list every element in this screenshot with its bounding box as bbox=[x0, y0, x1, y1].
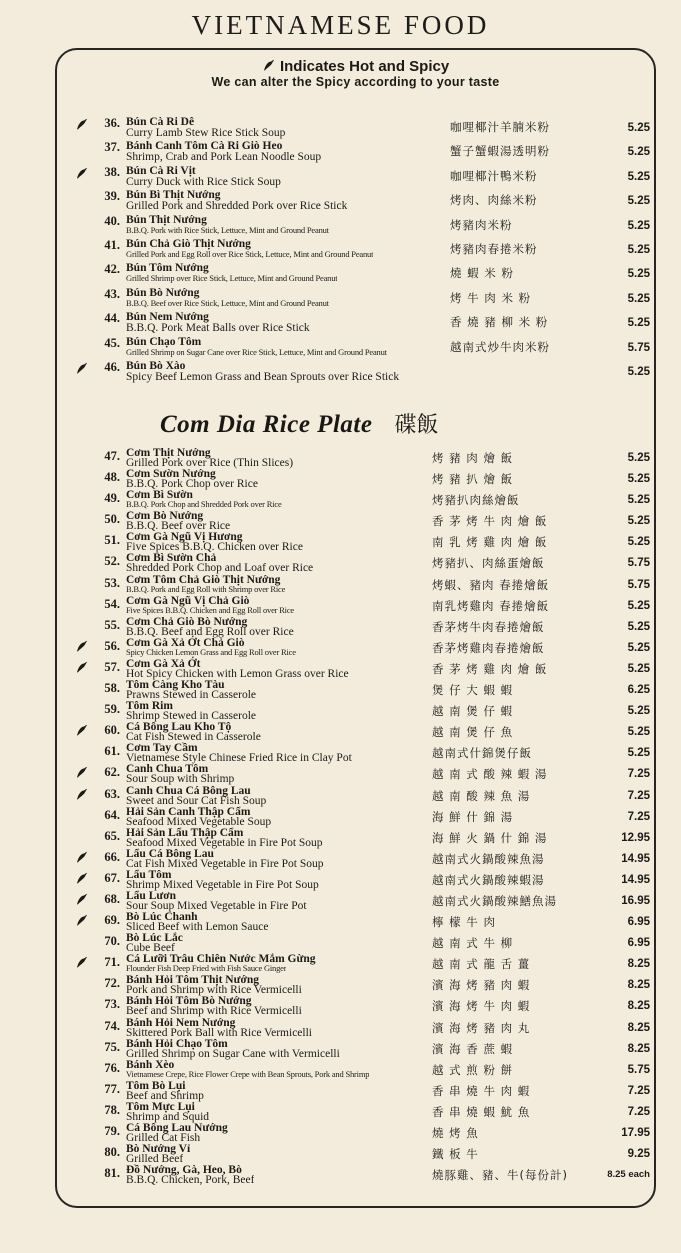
menu-item bbox=[70, 1123, 650, 1144]
item-name: Cơm Thịt Nướng bbox=[126, 447, 211, 459]
item-chinese-name: 香茅烤雞肉春捲燴飯 bbox=[432, 640, 545, 655]
item-price: 5.25 bbox=[627, 122, 650, 134]
menu-item bbox=[70, 189, 650, 213]
menu-item bbox=[70, 596, 650, 617]
item-price: 6.95 bbox=[627, 916, 650, 929]
item-name: Bò Lúc Lắc bbox=[126, 932, 183, 945]
item-description: Five Spices B.B.Q. Chicken and Egg Roll over Rice bbox=[126, 604, 294, 615]
menu-item bbox=[70, 1102, 650, 1123]
item-name: Bánh Hỏi Chạo Tôm bbox=[126, 1037, 228, 1050]
menu-item bbox=[70, 786, 650, 807]
item-price: 8.25 bbox=[627, 1021, 650, 1034]
item-price: 7.25 bbox=[627, 810, 650, 823]
item-chinese-name: 烤 豬 肉 燴 飯 bbox=[432, 451, 514, 465]
item-description: Grilled Pork and Egg Roll over Rice Stick, Lettuce, Mint and Ground Peanut bbox=[126, 248, 374, 259]
item-description: Cat Fish Stewed in Casserole bbox=[126, 731, 261, 744]
item-number: 50. bbox=[104, 512, 120, 527]
item-name: Lẩu Lươn bbox=[126, 889, 177, 902]
item-description: Grilled Cat Fish bbox=[126, 1132, 201, 1144]
item-number: 53. bbox=[104, 575, 120, 590]
item-price: 5.25 bbox=[627, 170, 650, 183]
item-name: Bún Chạo Tôm bbox=[126, 335, 202, 348]
item-name: Bún Nem Nướng bbox=[126, 311, 209, 324]
item-description: Spicy Chicken Lemon Grass and Egg Roll over Rice bbox=[126, 646, 296, 657]
item-number: 61. bbox=[104, 744, 120, 759]
item-description: B.B.Q. Beef over Rice Stick, Lettuce, Mint and Ground Peanut bbox=[126, 297, 329, 308]
item-number: 39. bbox=[104, 189, 120, 204]
menu-item bbox=[70, 1018, 650, 1039]
item-name: Hải Sản Lẩu Thập Cẩm bbox=[126, 826, 244, 839]
item-name: Cơm Gà Xả Ớt bbox=[126, 657, 201, 670]
menu-item bbox=[70, 870, 650, 891]
item-chinese-name: 越南式火鍋酸辣魚湯 bbox=[432, 851, 545, 866]
item-price: 5.25 bbox=[627, 146, 650, 159]
item-description: Cat Fish Mixed Vegetable in Fire Pot Soup bbox=[126, 857, 324, 870]
menu-item bbox=[70, 1039, 650, 1060]
item-chinese-name: 越南式火鍋酸辣蝦湯 bbox=[432, 872, 545, 887]
item-number: 77. bbox=[104, 1081, 120, 1096]
item-number: 78. bbox=[104, 1102, 120, 1117]
item-chinese-name: 海 鮮 什 錦 湯 bbox=[432, 809, 514, 824]
item-chinese-name: 越 南 酸 辣 魚 湯 bbox=[432, 788, 531, 803]
item-price: 8.25 bbox=[627, 1000, 650, 1013]
menu-item bbox=[70, 360, 650, 384]
item-chinese-name: 香 串 燒 蝦 魷 魚 bbox=[432, 1104, 531, 1119]
item-description: Grilled Shrimp over Rice Stick, Lettuce, Mint and Ground Peanut bbox=[126, 273, 338, 284]
item-name: Bún Thịt Nướng bbox=[126, 213, 207, 226]
item-description: B.B.Q. Pork Chop and Shredded Pork over Rice bbox=[126, 499, 282, 510]
rice-plate-heading bbox=[160, 408, 438, 439]
item-price: 5.25 bbox=[627, 268, 650, 281]
menu-item bbox=[70, 532, 650, 553]
item-description: Shrimp Stewed in Casserole bbox=[126, 710, 256, 723]
item-price: 7.25 bbox=[627, 1084, 650, 1097]
item-number: 46. bbox=[104, 359, 120, 374]
item-chinese-name: 越 南 式 龍 舌 薑 bbox=[432, 957, 531, 972]
item-price: 5.25 bbox=[627, 705, 650, 718]
item-chinese-name: 檸 檬 牛 肉 bbox=[432, 915, 496, 930]
noodle-section bbox=[70, 116, 650, 384]
item-name: Tôm Càng Kho Tàu bbox=[126, 679, 225, 692]
item-description: Shrimp Mixed Vegetable in Fire Pot Soup bbox=[126, 878, 319, 891]
item-chinese-name: 南乳烤雞肉 春捲燴飯 bbox=[432, 598, 550, 613]
item-description: Beef and Shrimp bbox=[126, 1089, 204, 1102]
item-price: 5.25 bbox=[627, 662, 650, 675]
item-chinese-name: 越 南 式 酸 辣 蝦 湯 bbox=[432, 767, 548, 782]
item-price: 7.25 bbox=[627, 1105, 650, 1118]
item-description: Seafood Mixed Vegetable in Fire Pot Soup bbox=[126, 836, 323, 849]
item-chinese-name: 南 乳 烤 雞 肉 燴 飯 bbox=[432, 535, 548, 550]
item-price: 5.25 bbox=[627, 536, 650, 549]
item-number: 72. bbox=[104, 976, 120, 991]
menu-item bbox=[70, 140, 650, 164]
legend-alter-note: We can alter the Spicy according to your taste bbox=[211, 75, 500, 89]
menu-item bbox=[70, 975, 650, 996]
item-price: 5.25 bbox=[627, 292, 650, 305]
item-number: 71. bbox=[104, 955, 120, 970]
item-chinese-name: 蟹子蟹蝦湯透明粉 bbox=[450, 144, 550, 159]
item-name: Tôm Mực Lụi bbox=[126, 1100, 195, 1113]
item-chinese-name: 越 南 式 牛 柳 bbox=[432, 936, 514, 951]
item-price: 8.25 bbox=[627, 958, 650, 971]
item-name: Bún Bò Nướng bbox=[126, 286, 200, 299]
item-name: Bún Chả Giò Thịt Nướng bbox=[126, 237, 251, 250]
item-description: Vietnamese Crepe, Rice Flower Crepe with Bean Sprouts, Pork and Shrimp bbox=[126, 1068, 370, 1079]
item-price: 5.75 bbox=[627, 1063, 650, 1076]
item-name: Bún Cà Ri Dê bbox=[126, 116, 195, 128]
menu-item bbox=[70, 638, 650, 659]
item-chinese-name: 燒 烤 魚 bbox=[432, 1126, 479, 1140]
menu-item bbox=[70, 165, 650, 189]
item-number: 70. bbox=[104, 934, 120, 949]
item-price: 12.95 bbox=[621, 831, 650, 844]
item-price: 5.25 bbox=[627, 726, 650, 739]
menu-item bbox=[70, 849, 650, 870]
item-chinese-name: 烤豬扒肉絲燴飯 bbox=[432, 493, 520, 508]
item-price: 16.95 bbox=[621, 894, 650, 907]
item-number: 63. bbox=[104, 786, 120, 801]
menu-item bbox=[70, 954, 650, 975]
item-name: Cơm Gà Ngũ Vị Chả Giò bbox=[126, 594, 250, 607]
item-name: Cá Bông Lau Kho Tộ bbox=[126, 721, 232, 734]
item-price: 9.25 bbox=[627, 1148, 650, 1161]
menu-item bbox=[70, 701, 650, 722]
item-name: Lẩu Cá Bông Lau bbox=[126, 847, 214, 860]
item-name: Bánh Hỏi Tôm Thịt Nướng bbox=[126, 974, 259, 987]
item-number: 58. bbox=[104, 681, 120, 696]
item-price: 5.25 bbox=[627, 452, 650, 464]
item-number: 76. bbox=[104, 1060, 120, 1075]
item-price: 8.25 bbox=[627, 979, 650, 992]
item-number: 43. bbox=[104, 286, 120, 301]
item-number: 59. bbox=[104, 702, 120, 717]
item-price: 6.95 bbox=[627, 937, 650, 950]
item-name: Cơm Tôm Chả Giò Thịt Nướng bbox=[126, 573, 281, 586]
item-chinese-name: 烤 豬 扒 燴 飯 bbox=[432, 472, 514, 487]
item-chinese-name: 鐵 板 牛 bbox=[432, 1147, 479, 1162]
item-name: Cá Lưỡi Trâu Chiên Nước Mắm Gừng bbox=[126, 953, 316, 966]
menu-item bbox=[70, 933, 650, 954]
item-number: 40. bbox=[104, 213, 120, 228]
item-number: 57. bbox=[104, 659, 120, 674]
menu-item bbox=[70, 553, 650, 574]
item-name: Bánh Hỏi Nem Nướng bbox=[126, 1016, 236, 1029]
item-description: Curry Duck with Rice Stick Soup bbox=[126, 175, 281, 188]
item-chinese-name: 煲 仔 大 蝦 蝦 bbox=[432, 683, 514, 698]
menu-item bbox=[70, 1081, 650, 1102]
item-number: 41. bbox=[104, 237, 120, 252]
item-number: 47. bbox=[104, 449, 120, 463]
item-number: 60. bbox=[104, 723, 120, 738]
item-name: Bún Bì Thịt Nướng bbox=[126, 189, 221, 202]
menu-item bbox=[70, 659, 650, 680]
item-number: 75. bbox=[104, 1039, 120, 1054]
menu-item bbox=[70, 891, 650, 912]
menu-item bbox=[70, 214, 650, 238]
item-name: Cơm Bì Sườn Chả bbox=[126, 552, 217, 565]
item-description: Hot Spicy Chicken with Lemon Grass over Rice bbox=[126, 667, 349, 680]
item-description: Sour Soup Mixed Vegetable in Fire Pot bbox=[126, 899, 307, 912]
item-price: 5.75 bbox=[627, 341, 650, 354]
item-description: B.B.Q. Chicken, Pork, Beef bbox=[126, 1174, 255, 1187]
item-name: Bò Nướng Vỉ bbox=[126, 1143, 191, 1156]
item-name: Cơm Bò Nướng bbox=[126, 510, 204, 523]
item-description: B.B.Q. Beef and Egg Roll over Rice bbox=[126, 625, 294, 638]
menu-item bbox=[70, 448, 650, 469]
item-number: 64. bbox=[104, 807, 120, 822]
item-number: 67. bbox=[104, 870, 120, 885]
item-chinese-name: 越 南 煲 仔 蝦 bbox=[432, 704, 514, 719]
item-number: 44. bbox=[104, 311, 120, 326]
item-price: 5.25 bbox=[627, 243, 650, 256]
item-chinese-name: 香 茅 烤 雞 肉 燴 飯 bbox=[432, 661, 548, 676]
item-name: Tôm Bò Lụi bbox=[126, 1079, 186, 1092]
item-price: 7.25 bbox=[627, 768, 650, 781]
menu-item bbox=[70, 1144, 650, 1165]
menu-item bbox=[70, 469, 650, 490]
item-chinese-name: 濱 海 烤 豬 肉 蝦 bbox=[432, 978, 531, 993]
item-name: Bánh Xèo bbox=[126, 1058, 175, 1071]
item-description: Grilled Pork and Shredded Pork over Rice Stick bbox=[126, 200, 348, 213]
item-price: 8.25 each bbox=[607, 1169, 650, 1181]
item-description: Five Spices B.B.Q. Chicken over Rice bbox=[126, 541, 303, 554]
item-name: Cơm Gà Ngũ Vị Hương bbox=[126, 531, 243, 544]
menu-item bbox=[70, 807, 650, 828]
item-chinese-name: 濱 海 烤 豬 肉 丸 bbox=[432, 1020, 531, 1035]
menu-item bbox=[70, 116, 650, 140]
item-name: Bún Bò Xào bbox=[126, 359, 186, 372]
item-name: Canh Chua Cá Bông Lau bbox=[126, 784, 251, 797]
item-description: B.B.Q. Pork with Rice Stick, Lettuce, Mint and Ground Peanut bbox=[126, 224, 329, 235]
item-price: 6.25 bbox=[627, 684, 650, 697]
item-description: Shrimp and Squid bbox=[126, 1110, 210, 1123]
item-chinese-name: 越南式火鍋酸辣鱔魚湯 bbox=[432, 893, 557, 908]
item-name: Đồ Nướng, Gà, Heo, Bò bbox=[126, 1164, 242, 1177]
item-price: 14.95 bbox=[621, 852, 650, 865]
item-number: 48. bbox=[104, 470, 120, 485]
item-chinese-name: 香茅烤牛肉春捲燴飯 bbox=[432, 619, 545, 634]
item-name: Canh Chua Tôm bbox=[126, 763, 209, 776]
item-name: Hải Sản Canh Thập Cẩm bbox=[126, 805, 251, 818]
item-name: Bò Lúc Chanh bbox=[126, 911, 198, 924]
item-number: 37. bbox=[104, 140, 120, 155]
item-number: 38. bbox=[104, 164, 120, 179]
menu-item bbox=[70, 287, 650, 311]
menu-item bbox=[70, 262, 650, 286]
item-name: Bánh Hỏi Tôm Bò Nướng bbox=[126, 995, 252, 1008]
item-price: 5.25 bbox=[627, 641, 650, 654]
item-number: 73. bbox=[104, 997, 120, 1012]
chili-pepper-icon bbox=[262, 58, 276, 72]
item-price: 7.25 bbox=[627, 789, 650, 802]
item-description: Shredded Pork Chop and Loaf over Rice bbox=[126, 562, 314, 575]
item-chinese-name: 越南式什錦煲仔飯 bbox=[432, 746, 532, 761]
item-price: 5.25 bbox=[627, 473, 650, 486]
item-price: 14.95 bbox=[621, 873, 650, 886]
item-number: 49. bbox=[104, 491, 120, 506]
item-price: 5.25 bbox=[627, 620, 650, 633]
item-price: 5.25 bbox=[627, 365, 650, 378]
menu-title: VIETNAMESE FOOD bbox=[191, 10, 490, 40]
item-description: B.B.Q. Pork Meat Balls over Rice Stick bbox=[126, 322, 310, 335]
item-price: 5.25 bbox=[627, 219, 650, 232]
legend-hot-label: Indicates Hot and Spicy bbox=[279, 58, 450, 75]
rice-section bbox=[70, 448, 650, 1186]
item-price: 5.25 bbox=[627, 494, 650, 507]
item-number: 45. bbox=[104, 335, 120, 350]
rice-heading-vn: Com Dia Rice Plate bbox=[160, 411, 373, 438]
item-price: 5.75 bbox=[627, 578, 650, 591]
menu-item bbox=[70, 575, 650, 596]
item-description: Shrimp, Crab and Pork Lean Noodle Soup bbox=[126, 151, 322, 164]
item-description: Grilled Shrimp on Sugar Cane with Vermicelli bbox=[126, 1047, 340, 1060]
item-description: Grilled Shrimp on Sugar Cane over Rice Stick, Lettuce, Mint and Ground Peanut bbox=[126, 346, 387, 357]
item-number: 81. bbox=[104, 1166, 120, 1181]
item-number: 55. bbox=[104, 617, 120, 632]
menu-item bbox=[70, 490, 650, 511]
item-description: Grilled Pork over Rice (Thin Slices) bbox=[126, 457, 294, 469]
item-name: Cơm Chả Giò Bò Nướng bbox=[126, 615, 248, 628]
item-price: 5.25 bbox=[627, 747, 650, 760]
item-chinese-name: 咖哩椰汁鴨米粉 bbox=[450, 168, 538, 183]
item-description: B.B.Q. Beef over Rice bbox=[126, 520, 231, 533]
menu-item bbox=[70, 912, 650, 933]
item-number: 36. bbox=[104, 116, 120, 130]
item-chinese-name: 烤豬肉米粉 bbox=[450, 217, 513, 232]
item-number: 56. bbox=[104, 638, 120, 653]
item-price: 17.95 bbox=[621, 1127, 650, 1139]
item-description: Cube Beef bbox=[126, 942, 175, 955]
item-name: Cơm Sườn Nướng bbox=[126, 468, 216, 481]
item-number: 52. bbox=[104, 554, 120, 569]
item-description: Spicy Beef Lemon Grass and Bean Sprouts over Rice Stick bbox=[126, 370, 400, 383]
item-price: 5.25 bbox=[627, 195, 650, 208]
item-description: Flounder Fish Deep Fried with Fish Sauce Ginger bbox=[126, 963, 287, 974]
item-name: Bánh Canh Tôm Cà Ri Giò Heo bbox=[126, 140, 283, 153]
item-chinese-name: 香 燒 豬 柳 米 粉 bbox=[450, 315, 549, 330]
item-number: 54. bbox=[104, 596, 120, 611]
item-description: Pork and Shrimp with Rice Vermicelli bbox=[126, 984, 302, 997]
menu-item bbox=[70, 511, 650, 532]
rice-heading-zh: 碟飯 bbox=[394, 413, 439, 438]
item-chinese-name: 越 南 煲 仔 魚 bbox=[432, 725, 514, 740]
item-chinese-name: 香 茅 烤 牛 肉 燴 飯 bbox=[432, 514, 548, 529]
item-description: Sliced Beef with Lemon Sauce bbox=[126, 921, 269, 934]
menu-item bbox=[70, 722, 650, 743]
item-description: Beef and Shrimp with Rice Vermicelli bbox=[126, 1005, 302, 1018]
item-number: 68. bbox=[104, 891, 120, 906]
item-description: Prawns Stewed in Casserole bbox=[126, 689, 256, 702]
item-price: 5.25 bbox=[627, 317, 650, 330]
menu-item bbox=[70, 764, 650, 785]
item-description: Vietnamese Style Chinese Fried Rice in Clay Pot bbox=[126, 752, 352, 765]
item-chinese-name: 烤豬肉春捲米粉 bbox=[450, 241, 538, 256]
item-number: 69. bbox=[104, 913, 120, 928]
item-chinese-name: 越 式 煎 粉 餅 bbox=[432, 1062, 514, 1077]
item-number: 66. bbox=[104, 849, 120, 864]
item-number: 51. bbox=[104, 533, 120, 548]
item-description: Curry Lamb Stew Rice Stick Soup bbox=[126, 127, 286, 139]
menu-item bbox=[70, 336, 650, 360]
item-chinese-name: 濱 海 香 蔗 蝦 bbox=[432, 1041, 514, 1056]
item-price: 5.25 bbox=[627, 599, 650, 612]
item-chinese-name: 濱 海 烤 牛 肉 蝦 bbox=[432, 999, 531, 1014]
menu-item bbox=[70, 311, 650, 335]
item-description: Grilled Beef bbox=[126, 1153, 184, 1166]
item-price: 5.75 bbox=[627, 557, 650, 570]
item-name: Lẩu Tôm bbox=[126, 868, 172, 881]
item-chinese-name: 烤豬扒、肉絲蛋燴飯 bbox=[432, 556, 545, 571]
menu-item bbox=[70, 617, 650, 638]
item-chinese-name: 烤 牛 肉 米 粉 bbox=[450, 290, 532, 305]
item-number: 74. bbox=[104, 1018, 120, 1033]
item-chinese-name: 海 鮮 火 鍋 什 錦 湯 bbox=[432, 830, 548, 845]
item-chinese-name: 咖哩椰汁羊腩米粉 bbox=[450, 120, 550, 134]
item-number: 65. bbox=[104, 828, 120, 843]
menu-item bbox=[70, 828, 650, 849]
item-number: 62. bbox=[104, 765, 120, 780]
spicy-legend bbox=[55, 58, 656, 90]
menu-item bbox=[70, 1165, 650, 1186]
menu-item bbox=[70, 1060, 650, 1081]
item-name: Cơm Tay Cầm bbox=[126, 742, 198, 755]
item-description: B.B.Q. Pork and Egg Roll with Shrimp over Rice bbox=[126, 583, 286, 594]
item-name: Bún Cà Ri Vịt bbox=[126, 164, 196, 177]
item-chinese-name: 越南式炒牛肉米粉 bbox=[450, 339, 550, 354]
item-chinese-name: 燒 蝦 米 粉 bbox=[450, 266, 514, 281]
item-name: Cơm Gà Xả Ớt Chả Giò bbox=[126, 636, 245, 649]
item-name: Cá Bông Lau Nướng bbox=[126, 1122, 228, 1134]
item-number: 79. bbox=[104, 1124, 120, 1138]
item-description: Sour Soup with Shrimp bbox=[126, 773, 235, 786]
item-number: 42. bbox=[104, 262, 120, 277]
item-price: 5.25 bbox=[627, 515, 650, 528]
item-name: Cơm Bì Sườn bbox=[126, 489, 193, 502]
item-description: Seafood Mixed Vegetable Soup bbox=[126, 815, 272, 828]
item-description: Skittered Pork Ball with Rice Vermicelli bbox=[126, 1026, 312, 1039]
item-description: B.B.Q. Pork Chop over Rice bbox=[126, 478, 258, 491]
item-price: 8.25 bbox=[627, 1042, 650, 1055]
item-chinese-name: 燒豚雞、豬、牛(每份計) bbox=[432, 1168, 568, 1183]
item-name: Tôm Rim bbox=[126, 700, 173, 713]
item-chinese-name: 烤肉、肉絲米粉 bbox=[450, 193, 538, 208]
menu-item bbox=[70, 996, 650, 1017]
menu-item bbox=[70, 680, 650, 701]
item-name: Bún Tôm Nướng bbox=[126, 262, 209, 275]
menu-item bbox=[70, 238, 650, 262]
item-chinese-name: 香 串 燒 牛 肉 蝦 bbox=[432, 1083, 531, 1098]
item-description: Sweet and Sour Cat Fish Soup bbox=[126, 794, 267, 807]
menu-item bbox=[70, 743, 650, 764]
item-number: 80. bbox=[104, 1145, 120, 1160]
item-chinese-name: 烤蝦、豬肉 春捲燴飯 bbox=[432, 577, 550, 592]
